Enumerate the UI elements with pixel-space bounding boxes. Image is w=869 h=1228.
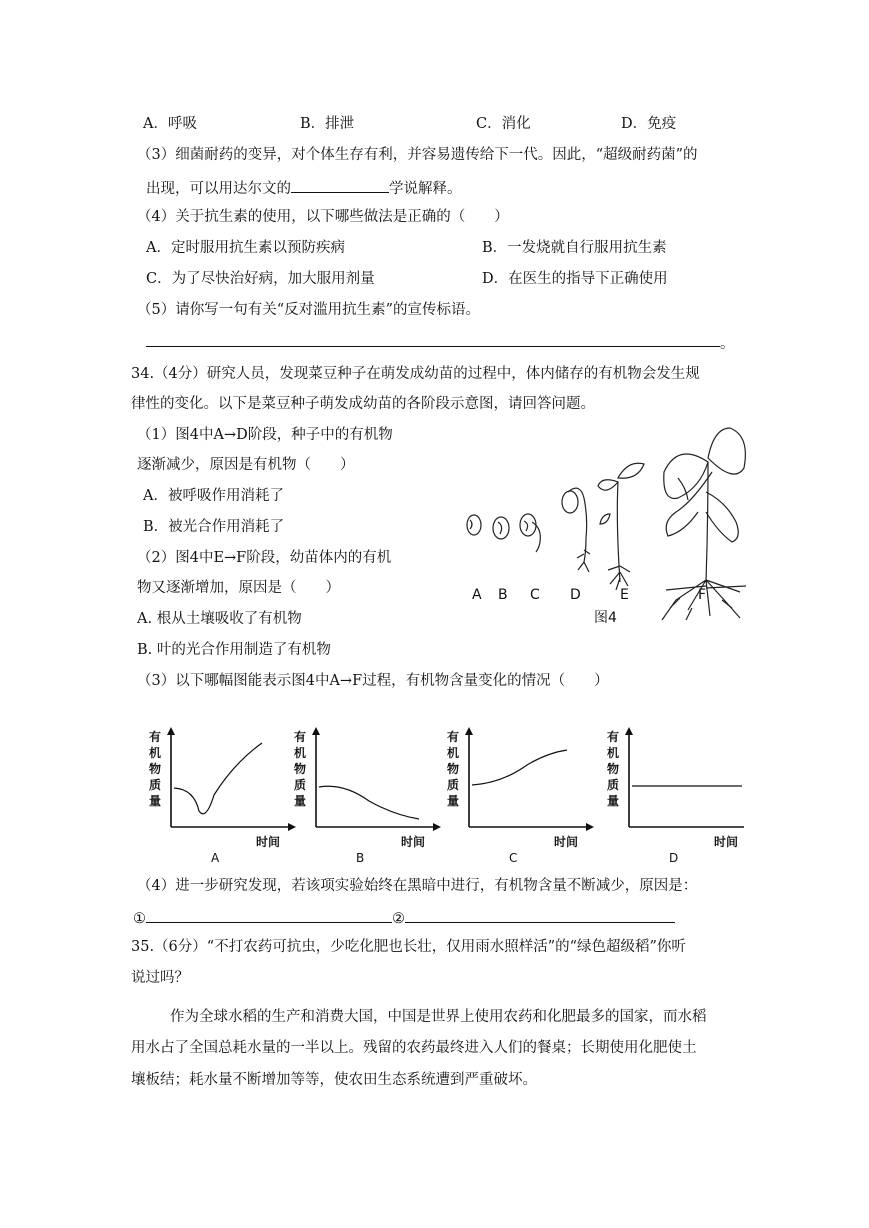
q33-part3-suffix: 学说解释。 [389,181,462,197]
q34-part3-question: （3）以下哪幅图能表示图4中A→F过程，有机物含量变化的情况（ ） [137,673,609,689]
y-axis-label-char: 有 [149,730,162,744]
graph-curve [472,750,567,785]
q33-part4-option-b: B．一发烧就自行服用抗生素 [482,240,667,256]
y-axis-label-char: 量 [294,794,307,808]
graph-options-svg [144,723,744,868]
answer-blank[interactable] [291,176,389,193]
graph-curve [319,786,419,819]
graph-letter: B [356,851,365,865]
q33-part5-question: （5）请你写一句有关“反对滥用抗生素”的宣传标语。 [137,302,481,318]
y-axis-label-char: 质 [294,778,307,792]
reason-2-blank[interactable] [405,906,675,923]
y-axis-label-char: 量 [447,794,460,808]
graph-option-a [149,727,296,865]
graph-options [144,723,744,872]
q35-paragraph-line3: 壤板结；耗水量不断增加等等，使农田生态系统遭到严重破坏。 [131,1072,537,1088]
fig-label-f: F [698,587,707,603]
x-axis-arrow-icon [288,823,296,831]
reason-mark-2: ② [392,911,405,927]
graph-axes [171,731,292,827]
q33-part3-line2 [146,176,462,199]
reason-mark-1: ① [133,911,146,927]
figure-caption: 图4 [594,610,617,626]
y-axis-label-char: 物 [447,762,460,776]
y-axis-arrow-icon [625,727,633,735]
y-axis-label-char: 机 [294,746,307,760]
x-axis-label: 时间 [256,835,281,849]
seed-stage-a-icon [467,515,481,535]
y-axis-label-char: 量 [149,794,162,808]
y-axis-label-char: 机 [149,746,162,760]
seed-stage-c-icon [520,514,540,552]
q33-part4-option-c: C．为了尽快治好病，加大服用剂量 [146,271,375,287]
y-axis-label-char: 物 [294,762,307,776]
x-axis-arrow-icon [433,823,441,831]
slogan-period: 。 [720,336,735,352]
y-axis-label-char: 物 [607,762,620,776]
reason-1-blank[interactable] [146,906,392,923]
y-axis-label-char: 质 [607,778,620,792]
y-axis-label-char: 质 [447,778,460,792]
option-d: D．免疫 [621,116,677,132]
fig-label-d: D [570,587,581,603]
figure-4-germination [460,422,780,628]
q33-part4-option-a: A．定时服用抗生素以预防疾病 [146,240,345,256]
x-axis-label: 时间 [714,835,739,849]
y-axis-arrow-icon [312,727,320,735]
seed-stage-b-icon [493,517,509,539]
graph-axes [316,731,437,827]
q34-part1-option-b: B．被光合作用消耗了 [143,519,285,535]
option-b: B．排泄 [300,116,355,132]
q35-intro-line1: 35.（6分）“不打农药可抗虫，少吃化肥也长壮，仅用雨水照样活”的“绿色超级稻”你听 [131,939,686,955]
graph-option-b [294,727,441,865]
graph-letter: C [509,851,518,865]
q34-part1-line1: （1）图4中A→D阶段，种子中的有机物 [137,427,393,443]
fig-label-b: B [498,587,508,603]
option-c: C．消化 [476,116,531,132]
graph-option-d [607,727,744,865]
fig-label-c: C [530,587,540,603]
option-a: A．呼吸 [143,116,197,132]
y-axis-label-char: 量 [607,794,620,808]
y-axis-label-char: 质 [149,778,162,792]
q33-part3-line1: （3）细菌耐药的变异，对个体生存有利，并容易遗传给下一代。因此，“超级耐药菌”的 [137,147,698,163]
seedling-stage-e-icon [598,463,644,590]
x-axis-arrow-icon [586,823,594,831]
graph-axes [469,731,590,827]
y-axis-arrow-icon [167,727,175,735]
q34-part2-line2: 物又逐渐增加，原因是（ ） [137,580,340,596]
graph-letter: A [211,851,220,865]
x-axis-label: 时间 [401,835,426,849]
q34-part2-line1: （2）图4中E→F阶段，幼苗体内的有机 [137,550,392,566]
y-axis-label-char: 有 [607,730,620,744]
q34-part2-option-b: B. 叶的光合作用制造了有机物 [137,642,331,658]
q34-intro-line2: 律性的变化。以下是菜豆种子萌发成幼苗的各阶段示意图，请回答问题。 [131,396,595,412]
x-axis-label: 时间 [554,835,579,849]
graph-axes [629,731,744,827]
q35-paragraph-line1: 作为全球水稻的生产和消费大国，中国是世界上使用农药和化肥最多的国家，而水稻 [170,1009,707,1025]
q33-part4-question: （4）关于抗生素的使用，以下哪些做法是正确的（ ） [137,209,509,225]
y-axis-label-char: 机 [447,746,460,760]
y-axis-label-char: 物 [149,762,162,776]
y-axis-arrow-icon [465,727,473,735]
fig-label-a: A [472,587,482,603]
y-axis-label-char: 有 [447,730,460,744]
graph-letter: D [669,851,679,865]
q34-intro-line1: 34.（4分）研究人员，发现菜豆种子在萌发成幼苗的过程中，体内储存的有机物会发生规 [131,366,700,382]
fig-label-e: E [620,587,629,603]
q35-intro-line2: 说过吗？ [131,970,189,986]
slogan-answer-line[interactable] [146,346,720,347]
graph-curve [174,743,262,814]
seedling-stage-d-icon [562,488,590,572]
y-axis-label-char: 有 [294,730,307,744]
q34-part2-option-a: A. 根从土壤吸收了有机物 [137,611,302,627]
q34-part4-answer-line [133,906,675,929]
y-axis-label-char: 机 [607,746,620,760]
q34-part1-option-a: A．被呼吸作用消耗了 [143,488,284,504]
q34-part4-question: （4）进一步研究发现，若该项实验始终在黑暗中进行，有机物含量不断减少，原因是： [137,878,698,894]
q33-part4-option-d: D．在医生的指导下正确使用 [482,271,668,287]
q33-part3-prefix: 出现，可以用达尔文的 [146,181,291,197]
q34-part1-line2: 逐渐减少，原因是有机物（ ） [137,457,355,473]
q35-paragraph-line2: 用水占了全国总耗水量的一半以上。残留的农药最终进入人们的餐桌；长期使用化肥使土 [131,1040,697,1056]
graph-option-c [447,727,594,865]
